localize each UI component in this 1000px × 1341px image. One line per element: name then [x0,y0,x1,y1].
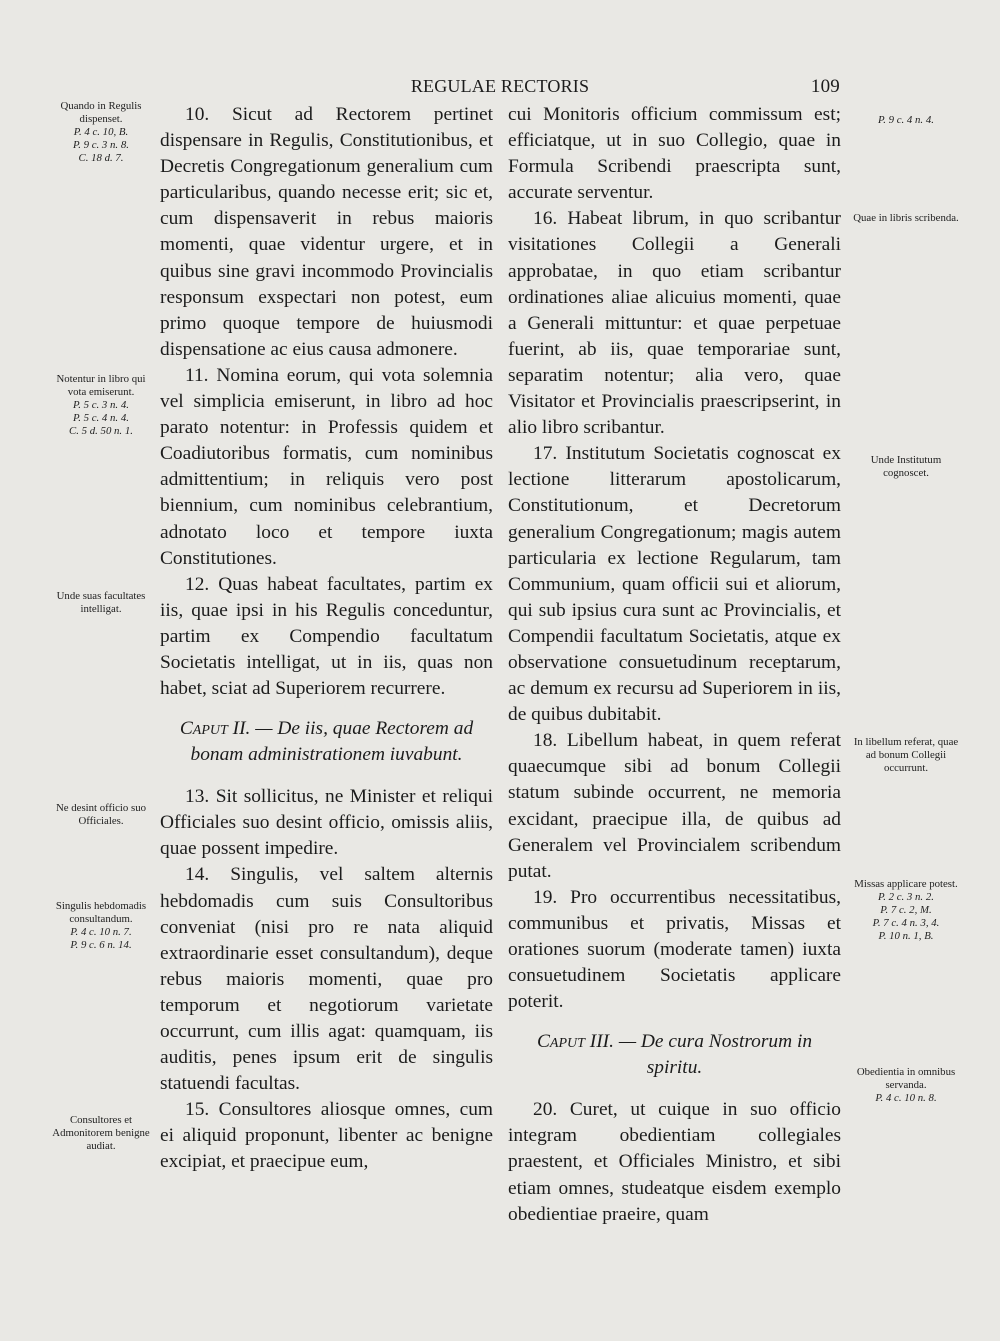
marginal-note [48,802,154,828]
paragraph: 17. Institutum Societatis cognoscat ex lectione litterarum apostolicarum, Constitutionum, et Decretorum generalium Congregationum; magis autem particularia ex lectione Regularum, tam Communium, quam officii sui et aliorum, qui sub ipsius cura sunt ac Provincialis, et Compendii facultatum Societatis, atque ex observatione consuetudinum receptarum, ac demum ex recursu ad Superiorem in iis, de quibus dubitabit. [508,443,841,726]
paragraph: 14. Singulis, vel saltem alternis hebdomadis cum suis Consultoribus conveniat (nisi pro re nata aliquid extraordinarie esset consultandum), deque rebus maioris momenti, quae pro temporum et negotiorum varietate occurrunt, cum illis agat: quamquam, iis auditis, penes ipsum erit de singulis statuendi facultas. [160,864,493,1095]
chapter-title: — De cura Nostrorum in spiritu. [618,1031,813,1079]
marginal-note [848,212,964,225]
chapter-label: Caput II. [179,718,251,740]
note-text: Ne desint officio suo Officiales. [55,802,147,827]
note-text: Unde suas facultates intelligat. [56,590,146,615]
marginal-note [848,736,964,775]
note-ref: C. 5 d. 50 n. 1. [69,425,133,437]
note-text: Unde Institutum cognoscet. [870,454,942,479]
marginal-note [848,878,964,943]
marginal-note [848,454,964,480]
chapter-heading [508,1029,841,1081]
note-ref: P. 5 c. 3 n. 4. [73,399,129,411]
note-ref: P. 9 c. 3 n. 8. [73,139,129,151]
chapter-title: — De iis, quae Rectorem ad bonam administrationem iuvabunt. [190,718,474,766]
running-header [160,76,840,102]
note-text: Quando in Regulis dispenset. [60,100,142,125]
paragraph: 16. Habeat librum, in quo scribantur visitationes Collegii a Generali approbatae, in quo etiam scribantur ordinationes aliae alicuius momenti, quae a Generali mittuntur: et quae perpetuae fuerint, ab iis, quae temporariae sunt, separatim notentur; alia vero, quae Visitator et Provincialis praescripserint, in alio libro scribantur. [508,208,841,439]
note-ref: P. 9 c. 6 n. 14. [70,939,132,951]
note-ref: P. 4 c. 10 n. 7. [70,926,132,938]
note-ref: P. 5 c. 4 n. 4. [73,412,129,424]
marginal-note [848,114,964,127]
note-text: Notentur in libro qui vota emiserunt. [56,373,146,398]
note-ref: P. 2 c. 3 n. 2. [878,891,934,903]
page-number: 109 [810,76,840,97]
paragraph: 12. Quas habeat facultates, partim ex iis, quae ipsi in his Regulis conceduntur, partim ex Compendio facultatum Societatis intelligat, ut in iis, quas non habet, sciat ad Superiorem recurrere. [160,573,493,700]
paragraph: 11. Nomina eorum, qui vota solemnia vel simplicia emiserunt, in libro ad hoc parato notentur: in Professis quidem et Coadiutoribus formatis, cum nominibus admittentium; in reliquis vero post biennium, cum nominibus celebrantium, adnotato loco et tempore iuxta Constitutiones. [160,364,493,569]
note-ref: P. 10 n. 1, B. [878,930,934,942]
note-ref: C. 18 d. 7. [78,152,124,164]
note-text: Missas applicare potest. [854,878,958,890]
paragraph: cui Monitoris officium commissum est; efficiatque, ut in suo Collegio, quae in Formula Scribendi praescripta sunt, accurate serventur. [508,104,841,204]
note-ref: P. 7 c. 4 n. 3, 4. [872,917,940,929]
paragraph: 18. Libellum habeat, in quem referat quaecumque sibi ad bonum Collegii statum subinde occurrent, ne memoria excidant, praecipue illa, de quibus ad Generalem vel Provincialem scribendum putat. [508,730,841,882]
note-ref: P. 7 c. 2, M. [880,904,932,916]
paragraph: 20. Curet, ut cuique in suo officio integram obedientiam collegiales praestent, et Officiales Ministro, et sibi etiam omnes, studeatque eisdem exemplo obedientiae praeire, quam [508,1099,841,1225]
note-text: Obedientia in omnibus servanda. [856,1066,956,1091]
chapter-label: Caput III. [536,1031,614,1053]
paragraph: 15. Consultores aliosque omnes, cum ei aliquid proponunt, libenter ac benigne excipiat, et praecipue eum, [160,1099,493,1173]
left-text-column [160,102,493,1176]
chapter-heading [160,716,493,768]
paragraph: 10. Sicut ad Rectorem pertinet dispensare in Regulis, Constitutionibus, et Decretis Congregationum generalium cum particularibus, quando necesse erit; sic et, cum dispensaverit in rebus maioris momenti, quae videntur urgere, et in quibus sine gravi incommodo Provincialis responsum exspectari non potest, eum primo quoque tempore de huiusmodi dispensatione ac eius causa admonere. [160,104,493,360]
paragraph: 13. Sit sollicitus, ne Minister et reliqui Officiales suo desint officio, omissis aliis, quae possent impedire. [160,786,493,860]
note-text: Singulis hebdomadis consultandum. [55,900,147,925]
marginal-note [48,373,154,438]
note-ref: P. 9 c. 4 n. 4. [878,114,934,126]
note-text: Consultores et Admonitorem benigne audiat. [52,1114,150,1152]
note-ref: P. 4 c. 10 n. 8. [875,1092,937,1104]
marginal-note [48,100,154,165]
marginal-note [48,900,154,952]
running-title: REGULAE RECTORIS [410,76,590,96]
marginal-note [48,1114,154,1153]
note-text: In libellum referat, quae ad bonum Collegii occurrunt. [853,736,959,774]
marginal-note [848,1066,964,1105]
marginal-note [48,590,154,616]
right-text-column [508,102,841,1228]
note-text: Quae in libris scribenda. [853,212,959,224]
note-ref: P. 4 c. 10, B. [73,126,129,138]
paragraph: 19. Pro occurrentibus necessitatibus, communibus et privatis, Missas et orationes suorum (moderate tamen) iuxta consuetudinem Societatis applicare poterit. [508,886,841,1013]
